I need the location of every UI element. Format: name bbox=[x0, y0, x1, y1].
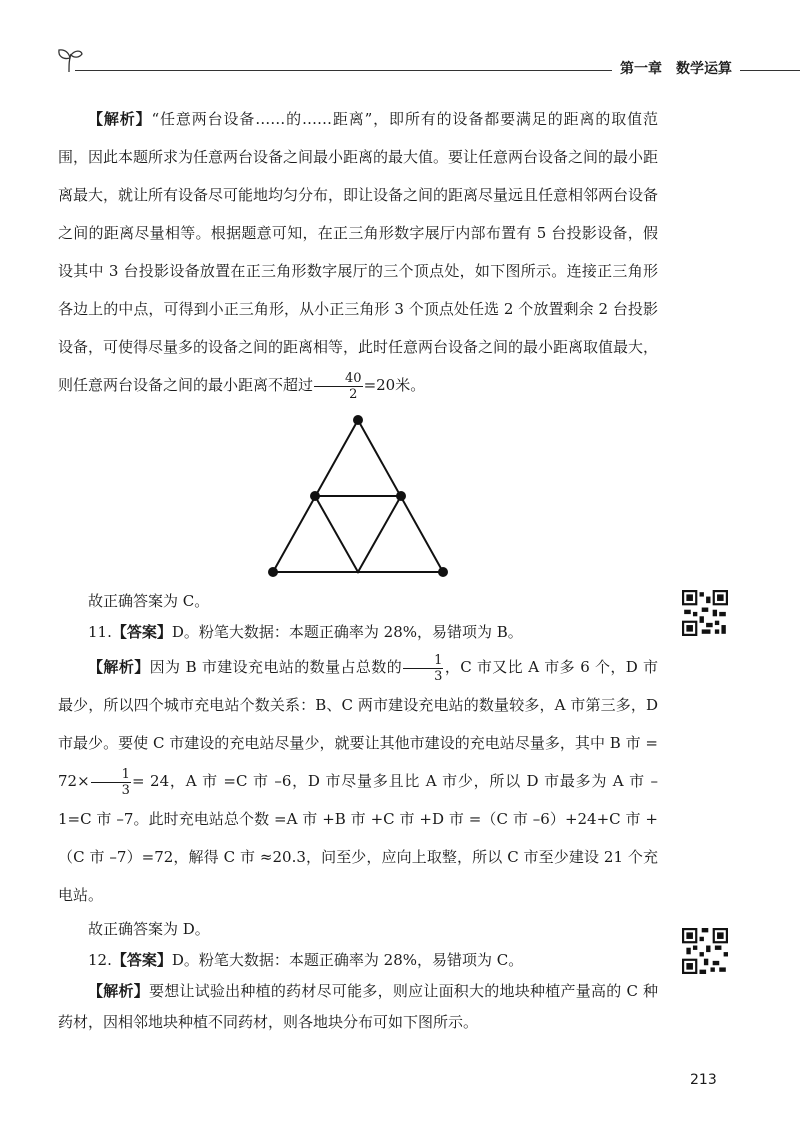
vertex-bottom-right bbox=[438, 567, 448, 577]
triangle-diagram bbox=[263, 410, 453, 580]
page-header bbox=[55, 40, 800, 80]
q10-conclusion: 故正确答案为 C。 bbox=[88, 592, 210, 610]
q11-answer: 11.【答案】D。粉笔大数据：本题正确率为 28%，易错项为 B。 bbox=[88, 623, 523, 641]
fraction-one-third: $\frac{1}{3}$ bbox=[403, 653, 443, 684]
midpoint-right bbox=[396, 491, 406, 501]
chapter-title: 数学运算 bbox=[676, 61, 732, 77]
midpoint-left bbox=[310, 491, 320, 501]
qr-code-icon[interactable] bbox=[682, 928, 728, 974]
q10-analysis bbox=[58, 100, 658, 404]
fraction-one-third-b: $\frac{1}{3}$ bbox=[91, 767, 131, 798]
q12-analysis: 【解析】要想让试验出种植的药材尽可能多，则应让面积大的地块种植产量高的 C 种药材，因相邻地块种植不同药材，则各地块分布可如下图所示。 bbox=[58, 982, 658, 1031]
fraction-40-over-2: $\frac{40}{2}$ bbox=[314, 371, 363, 402]
qr-code-icon[interactable] bbox=[682, 590, 728, 636]
page-body bbox=[58, 100, 658, 1038]
page-number: 213 bbox=[690, 1072, 717, 1088]
q10-analysis-text: “任意两台设备……的……距离”，即所有的设备都要满足的距离的取值范围，因此本题所求为任意两台设备之间最小距离的最大值。要让任意两台设备之间的最小距离最大，就让所有设备尽可能地均匀分布，即让设备之间的距离尽量远且任意相邻两台设备之间的距离尽量相等。根据题意可知，在正三角形数字展厅内部布置有 5 台投影设备，假设其中 3 台投影设备放置在正三角形数字展厅的三个顶点处，如下图所示。连接正三角形各边上的中点，可得到小正三角形，从小正三角形 3 个顶点处任选 2 个放置剩余 2 台投影设备，可使得尽量多的设备之间的距离相等，此时任意两台设备之间的最小距离取值最大，则任意两台设备之间的最小距离不超过 bbox=[58, 110, 659, 394]
q12-answer: 12.【答案】D。粉笔大数据：本题正确率为 28%，易错项为 C。 bbox=[88, 951, 524, 969]
vertex-top bbox=[353, 415, 363, 425]
chapter-number: 第一章 bbox=[620, 61, 662, 77]
q11-analysis: 【解析】因为 B 市建设充电站的数量占总数的 $\frac{1}{3}$ ，C 市又比 A 市多 6 个，D 市最少，所以四个城市充电站个数关系：B、C 两市建设充电站的数量较多，A 市第三多，D 市最少。要使 C 市建设的充电站尽量少，就要让其他市建设的充电站尽量多，其中 B 市 = 72× $\frac{1}{3}$ = 24，A 市 =C 市 –6，D 市尽量多且比 A 市少，所以 D 市最多为 A 市 –1=C 市 –7。此时充电站总个数 =A 市 +B 市 +C 市 +D 市 =（C 市 –6）+24+C 市 +（C 市 –7）=72，解得 C 市 ≈20.3，问至少，应向上取整，所以 C 市至少建设 21 个充电站。 bbox=[58, 652, 658, 904]
q10-analysis-end: =20米。 bbox=[363, 376, 426, 394]
chapter-heading bbox=[612, 58, 740, 78]
vertex-bottom-left bbox=[268, 567, 278, 577]
q11-conclusion: 故正确答案为 D。 bbox=[88, 920, 210, 938]
analysis-tag: 【解析】 bbox=[88, 110, 152, 128]
